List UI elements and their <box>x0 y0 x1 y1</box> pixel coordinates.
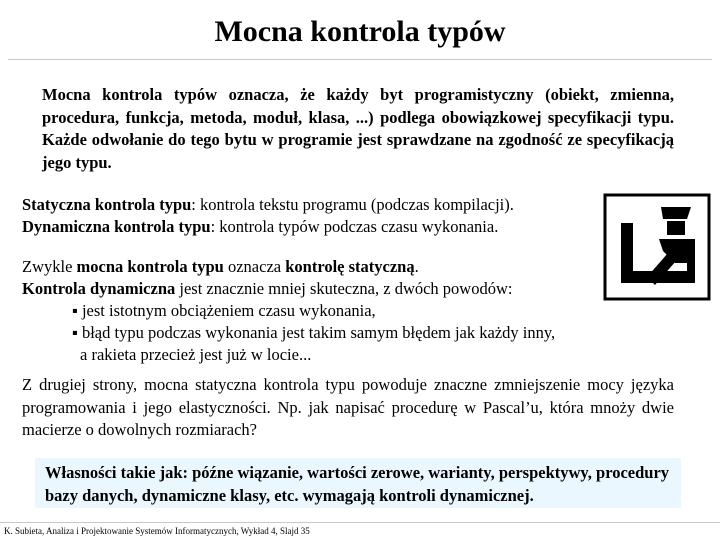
dynamic-desc: : kontrola typów podczas czasu wykonania. <box>210 217 499 236</box>
customs-inspection-icon <box>603 193 711 301</box>
dynamic-term: Dynamiczna kontrola typu <box>22 217 211 236</box>
slide-title: Mocna kontrola typów <box>214 15 506 48</box>
intro-paragraph: Mocna kontrola typów oznacza, że każdy byt programistyczny (obiekt, zmienna, procedura, funkcja, metoda, moduł, klasa, ...) podlega obowiązkowej specyfikacji typu. Każde odwołanie do tego bytu w programie jest sprawdzane na zgodność ze specyfikacją jego typu. <box>42 85 674 172</box>
bullet-runtime-error: ▪ błąd typu podczas wykonania jest takim samym błędem jak każdy inny, <box>72 323 556 342</box>
usually-strong-term: mocna kontrola typu <box>76 257 224 276</box>
usually-line <box>22 256 622 278</box>
usually-pre: Zwykle <box>22 257 77 276</box>
definitions <box>22 194 602 238</box>
dynamic-features-box: Własności takie jak: późne wiązanie, wartości zerowe, warianty, perspektywy, procedury bazy danych, dynamiczne klasy, etc. wymagają kontroli dynamicznej. <box>35 458 681 508</box>
usually-section <box>22 256 622 366</box>
footer-divider <box>0 522 720 523</box>
bullet-runtime-error-cont: a rakieta przecież jest już w locie... <box>80 345 312 364</box>
static-term: Statyczna kontrola typu <box>22 195 192 214</box>
static-desc: : kontrola tekstu programu (podczas kompilacji). <box>191 195 514 214</box>
dynamic-control-term: Kontrola dynamiczna <box>22 279 176 298</box>
dynamic-definition <box>22 216 602 238</box>
static-definition <box>22 194 602 216</box>
dynamic-weakness-line <box>22 278 622 300</box>
usually-static-term: kontrolę statyczną <box>285 257 415 276</box>
bullet-runtime-cost: ▪ jest istotnym obciążeniem czasu wykonania, <box>72 301 376 320</box>
usually-mid: oznacza <box>223 257 286 276</box>
usually-end: . <box>414 257 419 276</box>
title-divider <box>8 59 712 60</box>
dynamic-control-rest: jest znacznie mniej skuteczna, z dwóch powodów: <box>175 279 513 298</box>
other-side-paragraph: Z drugiej strony, mocna statyczna kontrola typu powoduje znaczne zmniejszenie mocy języka programowania i jego elastyczności. Np. jak napisać procedurę w Pascal’u, która mnoży dwie macierze o dowolnych rozmiarach? <box>22 375 674 439</box>
footer-citation: K. Subieta, Analiza i Projektowanie Systemów Informatycznych, Wykład 4, Slajd 35 <box>4 526 310 536</box>
